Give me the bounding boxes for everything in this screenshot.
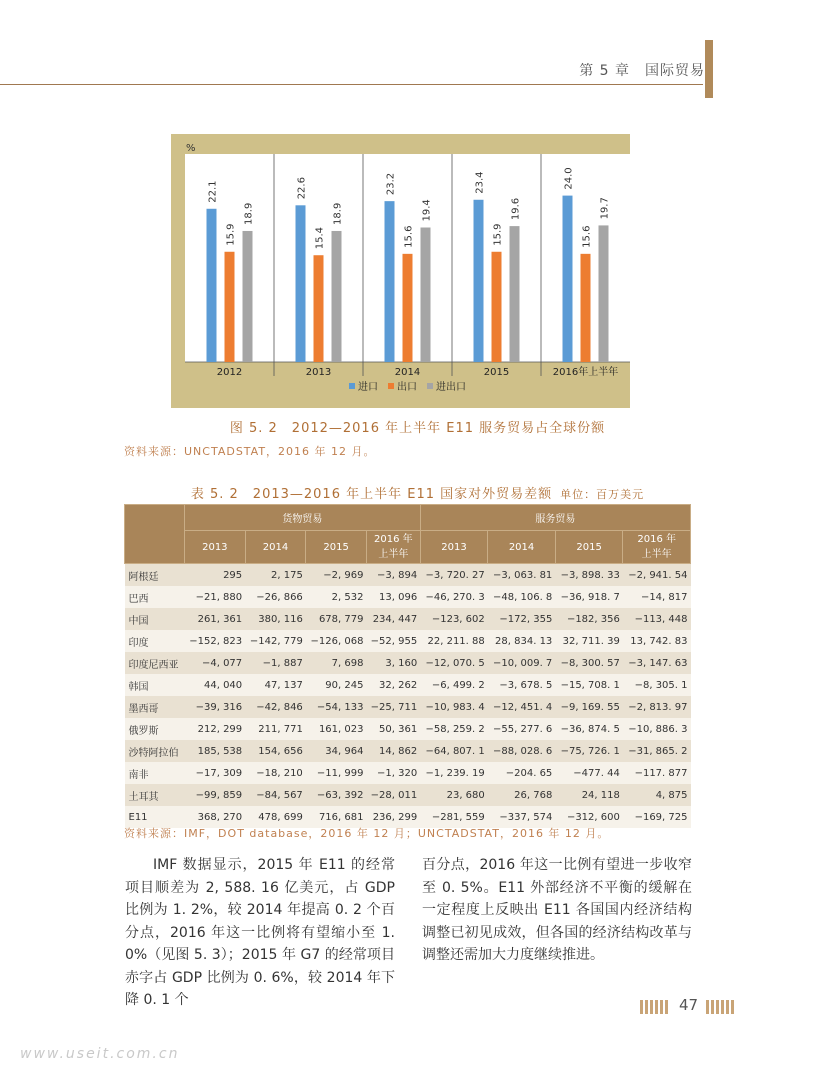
header-accent-bar (705, 40, 713, 98)
legend-label: 进出口 (436, 382, 466, 393)
table-cell: 236, 299 (366, 806, 420, 828)
watermark: www.useit.com.cn (20, 1046, 180, 1062)
table-cell: −12, 451. 4 (488, 696, 556, 718)
table-cell: −169, 725 (623, 806, 691, 828)
table-cell: −15, 708. 1 (555, 674, 623, 696)
table-cell: 212, 299 (185, 718, 246, 740)
bar-value-label: 15.9 (492, 223, 504, 246)
table-cell: −6, 499. 2 (420, 674, 488, 696)
bar (225, 252, 235, 362)
table-cell: −142, 779 (245, 630, 306, 652)
table-row (125, 740, 691, 762)
table-cell: 90, 245 (306, 674, 367, 696)
table-cell: −3, 898. 33 (555, 564, 623, 587)
table-cell: −54, 133 (306, 696, 367, 718)
bar-value-label: 23.2 (385, 172, 397, 196)
row-label: 巴西 (125, 586, 185, 608)
table-cell: −25, 711 (366, 696, 420, 718)
table-cell: −9, 169. 55 (555, 696, 623, 718)
row-label: 韩国 (125, 674, 185, 696)
table-cell: −58, 259. 2 (420, 718, 488, 740)
table-row (125, 674, 691, 696)
table-cell: 23, 680 (420, 784, 488, 806)
decorative-stripe (645, 1000, 648, 1014)
table-cell: 14, 862 (366, 740, 420, 762)
table-cell: −3, 147. 63 (623, 652, 691, 674)
table-cell: −46, 270. 3 (420, 586, 488, 608)
bar (563, 196, 573, 362)
table-cell: −64, 807. 1 (420, 740, 488, 762)
table-cell: 716, 681 (306, 806, 367, 828)
bar (332, 231, 342, 362)
legend-label: 进口 (358, 382, 378, 393)
decorative-stripe (731, 1000, 734, 1014)
column-header: 2015 (555, 531, 623, 564)
table-corner (125, 505, 185, 564)
row-label: 阿根廷 (125, 564, 185, 587)
table-cell: −1, 320 (366, 762, 420, 784)
column-header: 2015 (306, 531, 367, 564)
x-tick-label: 2012 (216, 367, 243, 378)
bar-value-label: 23.4 (474, 171, 486, 194)
x-tick-label: 2015 (483, 367, 510, 378)
bar (421, 227, 431, 362)
row-label: 印度尼西亚 (125, 652, 185, 674)
body-text-left: IMF 数据显示，2015 年 E11 的经常项目顺差为 2, 588. 16 亿美元，占 GDP 比例为 1. 2%，较 2014 年提高 0. 2 个百分点，2016 年这一比例将有望缩小至 1. 0%（见图 5. 3）；2015 年 G7 的经常项目赤字占 GDP 比例为 0. 6%，较 2014 年下降 0. 1 个 (125, 857, 395, 1008)
bar (296, 205, 306, 362)
bar (243, 231, 253, 362)
table-row (125, 586, 691, 608)
decorative-stripe (726, 1000, 729, 1014)
table-cell: −113, 448 (623, 608, 691, 630)
table-cell: 234, 447 (366, 608, 420, 630)
table-cell: −18, 210 (245, 762, 306, 784)
table-cell: 28, 834. 13 (488, 630, 556, 652)
table-cell: 32, 262 (366, 674, 420, 696)
table-cell: 7, 698 (306, 652, 367, 674)
table-cell: −1, 887 (245, 652, 306, 674)
bar-value-label: 18.9 (332, 202, 344, 225)
table-cell: 478, 699 (245, 806, 306, 828)
table-cell: −8, 305. 1 (623, 674, 691, 696)
table-row (125, 784, 691, 806)
column-header (623, 531, 691, 564)
row-label: 土耳其 (125, 784, 185, 806)
table-row (125, 608, 691, 630)
table-cell: −55, 277. 6 (488, 718, 556, 740)
table-cell: −117. 877 (623, 762, 691, 784)
legend-label: 出口 (397, 382, 417, 393)
column-header: 2014 (488, 531, 556, 564)
body-text-right: 百分点，2016 年这一比例有望进一步收窄至 0. 5%。E11 外部经济不平衡的缓解在一定程度上反映出 E11 各国国内经济结构调整已初见成效，但各国的经济结构改革与调整还需加大力度继续推进。 (422, 857, 692, 963)
row-label: 印度 (125, 630, 185, 652)
x-tick-label: 2013 (305, 367, 332, 378)
bar-value-label: 15.6 (403, 225, 415, 248)
table-cell: −2, 813. 97 (623, 696, 691, 718)
bar (474, 200, 484, 362)
table-cell: 161, 023 (306, 718, 367, 740)
table-cell: −36, 874. 5 (555, 718, 623, 740)
table-row (125, 630, 691, 652)
decorative-stripe (640, 1000, 643, 1014)
table-row (125, 652, 691, 674)
table-cell: −172, 355 (488, 608, 556, 630)
table-cell: −3, 063. 81 (488, 564, 556, 587)
row-label: 俄罗斯 (125, 718, 185, 740)
table-cell: −3, 894 (366, 564, 420, 587)
table-cell: 380, 116 (245, 608, 306, 630)
table-cell: 34, 964 (306, 740, 367, 762)
table-cell: −182, 356 (555, 608, 623, 630)
table-cell: 13, 742. 83 (623, 630, 691, 652)
legend-swatch (388, 383, 394, 389)
table-cell: 32, 711. 39 (555, 630, 623, 652)
table-cell: −204. 65 (488, 762, 556, 784)
table-row (125, 718, 691, 740)
table-cell: −26, 866 (245, 586, 306, 608)
table-cell: −21, 880 (185, 586, 246, 608)
table-cell: −52, 955 (366, 630, 420, 652)
table-cell: −10, 009. 7 (488, 652, 556, 674)
header-rule (0, 84, 703, 85)
table-cell: −39, 316 (185, 696, 246, 718)
bar-value-label: 22.1 (207, 180, 219, 203)
table-cell: −42, 846 (245, 696, 306, 718)
table-cell: 26, 768 (488, 784, 556, 806)
bar-value-label: 18.9 (243, 202, 255, 225)
decorative-stripe (650, 1000, 653, 1014)
table-title-text: 表 5. 2 2013—2016 年上半年 E11 国家对外贸易差额 (190, 487, 553, 502)
x-tick-label: 2014 (394, 367, 421, 378)
table-title (0, 483, 835, 502)
bar-value-label: 19.7 (599, 197, 611, 220)
column-header-line2: 上半年 (641, 549, 672, 560)
table-row (125, 696, 691, 718)
decorative-stripe (665, 1000, 668, 1014)
bar-value-label: 22.6 (296, 177, 308, 200)
table-cell: 24, 118 (555, 784, 623, 806)
table-cell: −4, 077 (185, 652, 246, 674)
bar-value-label: 15.4 (314, 226, 326, 250)
table-cell: −63, 392 (306, 784, 367, 806)
table-cell: 44, 040 (185, 674, 246, 696)
bar (403, 254, 413, 362)
bar-value-label: 19.6 (510, 197, 522, 221)
table-cell: −28, 011 (366, 784, 420, 806)
bar (385, 201, 395, 362)
column-header: 2013 (185, 531, 246, 564)
table-cell: 368, 270 (185, 806, 246, 828)
row-label: 中国 (125, 608, 185, 630)
table-body (125, 564, 691, 829)
table-cell: 154, 656 (245, 740, 306, 762)
row-label: 南非 (125, 762, 185, 784)
bar-value-label: 15.6 (581, 225, 593, 248)
chapter-header: 第 5 章 国际贸易 (579, 63, 705, 79)
legend-swatch (349, 383, 355, 389)
bar-chart (171, 134, 630, 408)
bar (207, 209, 217, 362)
bar-value-label: 15.9 (225, 223, 237, 246)
table-cell: −31, 865. 2 (623, 740, 691, 762)
row-label: E11 (125, 806, 185, 828)
decorative-stripe (716, 1000, 719, 1014)
table-cell: −477. 44 (555, 762, 623, 784)
table-cell: −123, 602 (420, 608, 488, 630)
bar (581, 254, 591, 362)
y-unit-label: % (186, 143, 196, 154)
table-cell: 2, 532 (306, 586, 367, 608)
column-header: 2013 (420, 531, 488, 564)
row-label: 沙特阿拉伯 (125, 740, 185, 762)
table-cell: −281, 559 (420, 806, 488, 828)
table-cell: −84, 567 (245, 784, 306, 806)
bar-value-label: 19.4 (421, 199, 433, 222)
figure-source: 资料来源：UNCTADSTAT，2016 年 12 月。 (124, 445, 376, 458)
table-source: 资料来源：IMF，DOT database，2016 年 12 月；UNCTADSTAT，2016 年 12 月。 (124, 827, 610, 840)
trade-balance-table (124, 504, 691, 828)
table-cell: 295 (185, 564, 246, 587)
table-cell: −75, 726. 1 (555, 740, 623, 762)
table-cell: 211, 771 (245, 718, 306, 740)
table-cell: 13, 096 (366, 586, 420, 608)
table-cell: 2, 175 (245, 564, 306, 587)
row-label: 墨西哥 (125, 696, 185, 718)
table-cell: −14, 817 (623, 586, 691, 608)
table-cell: −17, 309 (185, 762, 246, 784)
bar (492, 252, 502, 362)
table-cell: 678, 779 (306, 608, 367, 630)
bar (510, 226, 520, 362)
table-cell: −2, 941. 54 (623, 564, 691, 587)
decorative-stripe (711, 1000, 714, 1014)
table-cell: −1, 239. 19 (420, 762, 488, 784)
table-cell: −12, 070. 5 (420, 652, 488, 674)
decorative-stripe (721, 1000, 724, 1014)
column-header-line1: 2016 年 (374, 534, 413, 545)
group-header-services: 服务贸易 (420, 505, 690, 531)
table-cell: −126, 068 (306, 630, 367, 652)
table-unit: 单位：百万美元 (560, 488, 645, 501)
group-header-goods: 货物贸易 (185, 505, 421, 531)
table-cell: −48, 106. 8 (488, 586, 556, 608)
table-cell: −36, 918. 7 (555, 586, 623, 608)
table-cell: −2, 969 (306, 564, 367, 587)
table-cell: −88, 028. 6 (488, 740, 556, 762)
table-cell: −8, 300. 57 (555, 652, 623, 674)
column-header (366, 531, 420, 564)
column-header-line2: 上半年 (378, 549, 409, 560)
table-cell: 261, 361 (185, 608, 246, 630)
table-cell: 50, 361 (366, 718, 420, 740)
table-cell: −3, 720. 27 (420, 564, 488, 587)
decorative-stripe (660, 1000, 663, 1014)
column-header-line1: 2016 年 (637, 534, 676, 545)
table-cell: 185, 538 (185, 740, 246, 762)
table-cell: 3, 160 (366, 652, 420, 674)
figure-caption: 图 5. 2 2012—2016 年上半年 E11 服务贸易占全球份额 (229, 421, 606, 436)
table-cell: −99, 859 (185, 784, 246, 806)
x-tick-label: 2016年上半年 (552, 367, 619, 378)
table-cell: 47, 137 (245, 674, 306, 696)
table-cell: −152, 823 (185, 630, 246, 652)
table-cell: −3, 678. 5 (488, 674, 556, 696)
table-cell: 4, 875 (623, 784, 691, 806)
table-cell: −312, 600 (555, 806, 623, 828)
table-cell: −10, 886. 3 (623, 718, 691, 740)
bar (314, 255, 324, 362)
bar-value-label: 24.0 (563, 167, 575, 190)
column-header: 2014 (245, 531, 306, 564)
table-row (125, 564, 691, 587)
legend-swatch (427, 383, 433, 389)
table-cell: −10, 983. 4 (420, 696, 488, 718)
decorative-stripe (655, 1000, 658, 1014)
table-cell: 22, 211. 88 (420, 630, 488, 652)
table-cell: −11, 999 (306, 762, 367, 784)
decorative-stripe (706, 1000, 709, 1014)
table-row (125, 762, 691, 784)
table-cell: −337, 574 (488, 806, 556, 828)
page-number: 47 (679, 996, 699, 1014)
bar (599, 225, 609, 362)
